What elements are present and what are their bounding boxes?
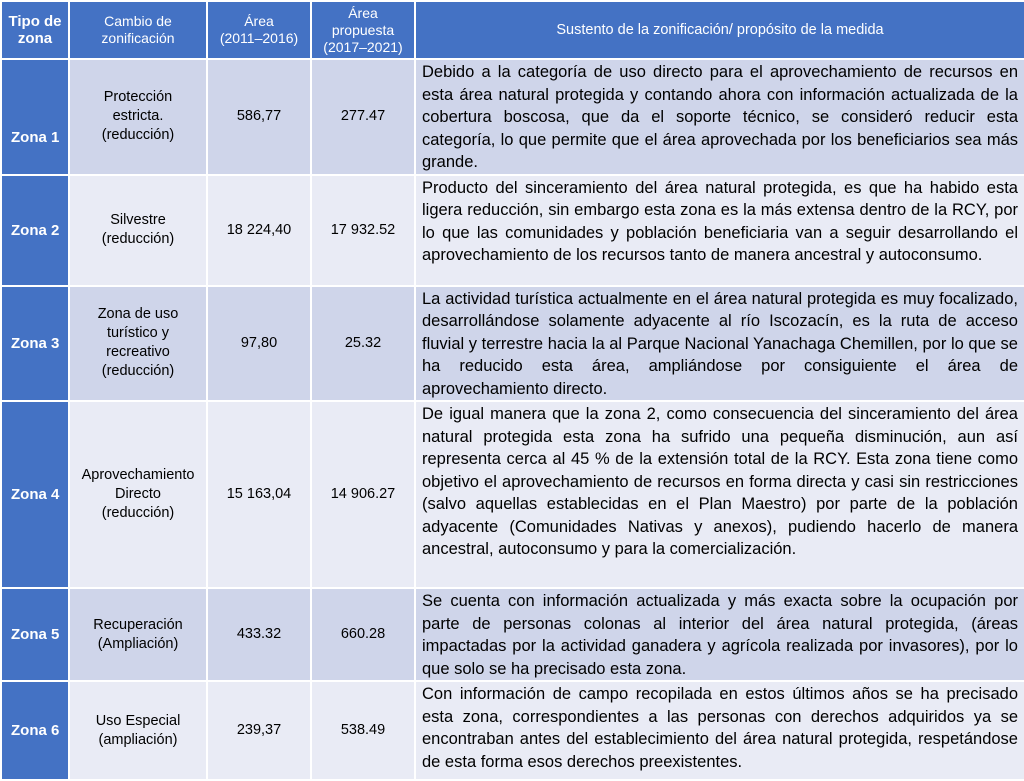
zona-label: Zona 1 <box>1 59 69 175</box>
cambio-line: Directo <box>115 486 161 502</box>
header-cambio-de-zonificacion: Cambio de zonificación <box>69 1 207 59</box>
cambio-line: (reducción) <box>101 505 175 521</box>
cambio-de-zonificacion <box>69 588 207 681</box>
area-2011-value: 433.32 <box>207 588 311 681</box>
table-row-zona-2 <box>1 175 1024 286</box>
cambio-line: Silvestre <box>110 212 166 228</box>
sustento-text: Con información de campo recopilada en estos últimos años se ha precisado esta zona, correspondientes a las personas con derechos adquiridos ya se encontraban antes del establecimiento del área natural protegida, respetándose de esta forma esos derechos preexistentes. <box>415 681 1024 780</box>
zona-label: Zona 6 <box>1 681 69 780</box>
table-row-zona-4 <box>1 401 1024 588</box>
cambio-line: (reducción) <box>101 127 175 144</box>
sustento-text: Se cuenta con información actualizada y más exacta sobre la ocupación por parte de personas colonas al interior del área natural protegida, (áreas impactadas por la actividad ganadera y agrícola realizada por invasores), por lo que solo se ha precisado esta zona. <box>415 588 1024 681</box>
area-2011-value: 97,80 <box>207 286 311 402</box>
area-propuesta-value: 14 906.27 <box>311 401 415 588</box>
cambio-de-zonificacion <box>69 175 207 286</box>
cambio-line: turístico y <box>106 325 170 342</box>
area-propuesta-value: 25.32 <box>311 286 415 402</box>
cambio-line: Protección <box>103 89 173 106</box>
table-row-zona-5 <box>1 588 1024 681</box>
cambio-de-zonificacion <box>69 286 207 402</box>
table-header-row <box>1 1 1024 59</box>
cambio-line: Zona de uso <box>97 306 179 323</box>
header-area-2011-2016 <box>207 1 311 59</box>
cambio-de-zonificacion <box>69 401 207 588</box>
cambio-line: estricta. <box>112 108 164 125</box>
header-area-2011-label: Área <box>244 13 274 29</box>
header-tipo-de-zona: Tipo de zona <box>1 1 69 59</box>
zona-label: Zona 4 <box>1 401 69 588</box>
area-2011-value: 586,77 <box>207 59 311 175</box>
area-propuesta-value: 17 932.52 <box>311 175 415 286</box>
area-2011-value: 18 224,40 <box>207 175 311 286</box>
sustento-text: Debido a la categoría de uso directo para el aprovechamiento de recursos en esta área natural protegida y contando ahora con información actualizada de la cobertura boscosa, que da el soporte técnico, se consideró reducir esta categoría, lo que permite que el área aprovechada por los beneficiarios sea más grande. <box>415 59 1024 175</box>
area-2011-value: 239,37 <box>207 681 311 780</box>
area-propuesta-value: 660.28 <box>311 588 415 681</box>
header-area-propuesta-label: Área <box>348 4 378 21</box>
cambio-line: (Ampliación) <box>97 635 179 652</box>
cambio-line: Aprovechamiento <box>81 467 195 483</box>
cambio-line: (reducción) <box>101 363 175 380</box>
header-area-propuesta-period: (2017–2021) <box>323 38 403 55</box>
sustento-text: La actividad turística actualmente en el área natural protegida es muy focalizado, desarrollándose solamente adyacente al río Iscozacín, es la ruta de acceso fluvial y terrestre hacia la al Parque Nacional Yanachaga Chemillen, por lo que se ha reducido esta área, ampliándose por consiguiente el área de aprovechamiento directo. <box>415 286 1024 402</box>
table-row-zona-3 <box>1 286 1024 402</box>
header-area-2011-period: (2011–2016) <box>219 30 299 46</box>
zona-label: Zona 3 <box>1 286 69 402</box>
cambio-line: recreativo <box>106 344 170 361</box>
table-row-zona-1 <box>1 59 1024 175</box>
table-row-zona-6 <box>1 681 1024 780</box>
area-2011-value: 15 163,04 <box>207 401 311 588</box>
cambio-line: Uso Especial <box>95 712 181 729</box>
header-area-propuesta-2017-2021 <box>311 1 415 59</box>
header-area-propuesta-word: propuesta <box>331 21 395 38</box>
sustento-text: Producto del sinceramiento del área natural protegida, es que ha habido esta ligera reducción, sin embargo esta zona es la más extensa dentro de la RCY, por lo que las comunidades y población beneficiaria van a seguir desarrollando el aprovechamiento de los recursos tanto de manera ancestral y autoconsumo. <box>415 175 1024 286</box>
cambio-de-zonificacion <box>69 59 207 175</box>
cambio-line: (ampliación) <box>98 731 178 748</box>
cambio-line: Recuperación <box>93 616 183 633</box>
sustento-text: De igual manera que la zona 2, como consecuencia del sinceramiento del área natural protegida esta zona ha sufrido una pequeña disminución, aun así representa cerca al 45 % de la extensión total de la RCY. Esta zona tiene como objetivo el aprovechamiento de recursos en forma directa y casi sin restricciones (salvo aquellas establecidas en el Plan Maestro) por parte de la población adyacente (Comunidades Nativas y anexos), pudiendo hacerlo de manera ancestral, autoconsumo y para la comercialización. <box>415 401 1024 588</box>
zona-label: Zona 2 <box>1 175 69 286</box>
cambio-line: (reducción) <box>101 231 175 247</box>
area-propuesta-value: 277.47 <box>311 59 415 175</box>
header-sustento: Sustento de la zonificación/ propósito de la medida <box>415 1 1024 59</box>
zona-label: Zona 5 <box>1 588 69 681</box>
area-propuesta-value: 538.49 <box>311 681 415 780</box>
cambio-de-zonificacion <box>69 681 207 780</box>
